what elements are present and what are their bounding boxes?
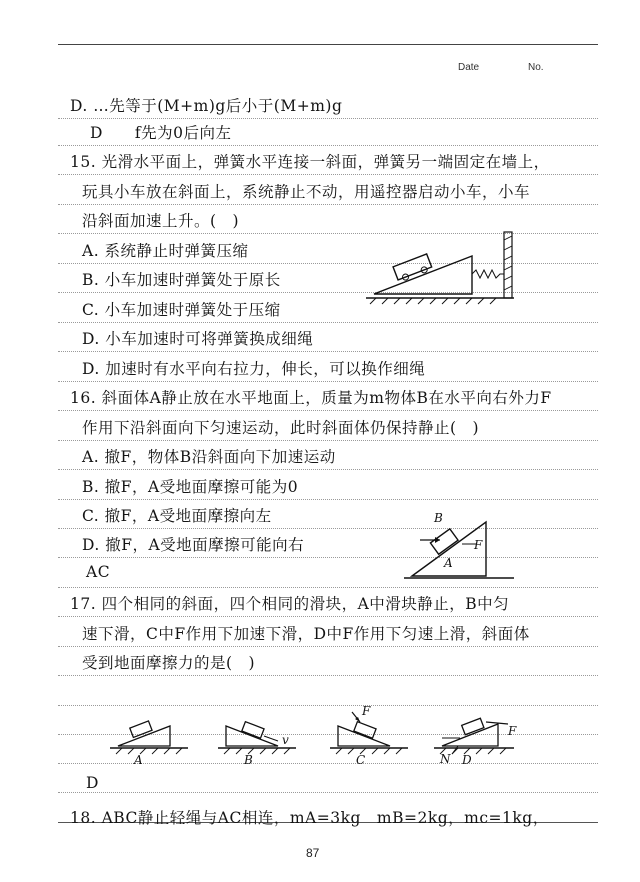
header-rule xyxy=(58,44,598,45)
ruled-line xyxy=(58,587,598,588)
figure-q17-label-f: F xyxy=(362,704,371,718)
note-line: C. 撤F，A受地面摩擦向左 xyxy=(82,507,272,525)
ruled-line xyxy=(58,351,598,352)
ruled-line xyxy=(58,499,598,500)
ruled-line xyxy=(58,145,598,146)
note-line: D xyxy=(86,774,99,792)
ruled-line xyxy=(58,792,598,793)
no-label: No. xyxy=(528,62,544,73)
note-line: 玩具小车放在斜面上，系统静止不动，用遥控器启动小车，小车 xyxy=(82,183,531,201)
ruled-line xyxy=(58,381,598,382)
figure-q17-label-v: v xyxy=(282,733,289,747)
note-line: 16. 斜面体A静止放在水平地面上，质量为m物体B在水平向右外力F xyxy=(70,389,552,407)
page-number: 87 xyxy=(306,846,320,860)
ruled-line xyxy=(58,616,598,617)
ruled-line xyxy=(58,646,598,647)
note-line: 沿斜面加速上升。( ) xyxy=(82,212,240,230)
date-label: Date xyxy=(458,62,480,73)
note-line: D. 加速时有水平向右拉力，伸长，可以换作细绳 xyxy=(82,360,426,378)
figure-q17-label-c: C xyxy=(356,753,366,767)
ruled-line xyxy=(58,118,598,119)
note-line: D f先为0后向左 xyxy=(90,124,232,142)
figure-q17-incline-a xyxy=(108,712,192,756)
figure-q17-label-f-d: F xyxy=(508,724,517,738)
ruled-line xyxy=(58,675,598,676)
ruled-line xyxy=(58,204,598,205)
note-line: 受到地面摩擦力的是( ) xyxy=(82,654,256,672)
figure-q16-label-f: F xyxy=(474,538,483,552)
ruled-line xyxy=(58,410,598,411)
figure-q17-label-a: A xyxy=(134,753,143,767)
ruled-line xyxy=(58,174,598,175)
note-line: 15. 光滑水平面上，弹簧水平连接一斜面，弹簧另一端固定在墙上， xyxy=(70,153,550,171)
note-line: D. 小车加速时可将弹簧换成细绳 xyxy=(82,330,314,348)
note-line: B. 撤F，A受地面摩擦可能为0 xyxy=(82,478,299,496)
figure-q17-label-n: N xyxy=(440,752,451,766)
figure-q16-incline-block xyxy=(402,512,522,584)
note-line: 17. 四个相同的斜面，四个相同的滑块，A中滑块静止，B中匀 xyxy=(70,595,510,613)
note-line: D. …先等于(M+m)g后小于(M+m)g xyxy=(70,97,343,115)
figure-q17-label-d: D xyxy=(462,753,472,767)
note-line: D. 撤F，A受地面摩擦可能向右 xyxy=(82,536,305,554)
note-line: C. 小车加速时弹簧处于压缩 xyxy=(82,301,281,319)
figure-q15-incline-spring xyxy=(364,228,524,304)
ruled-line xyxy=(58,322,598,323)
figure-q16-label-b: B xyxy=(434,511,443,525)
ruled-line xyxy=(58,440,598,441)
note-line: AC xyxy=(86,563,111,581)
figure-q17-label-b: B xyxy=(244,753,253,767)
note-line: 18. ABC静止轻绳与AC相连，mA=3kg mB=2kg，mc=1kg， xyxy=(70,809,549,827)
note-line: B. 小车加速时弹簧处于原长 xyxy=(82,271,281,289)
note-line: A. 系统静止时弹簧压缩 xyxy=(82,242,249,260)
ruled-line xyxy=(58,469,598,470)
note-line: A. 撤F，物体B沿斜面向下加速运动 xyxy=(82,448,336,466)
note-line: 作用下沿斜面向下匀速运动，此时斜面体仍保持静止( ) xyxy=(82,419,480,437)
note-line: 速下滑，C中F作用下加速下滑，D中F作用下匀速上滑，斜面体 xyxy=(82,625,530,643)
figure-q16-label-a: A xyxy=(444,556,453,570)
